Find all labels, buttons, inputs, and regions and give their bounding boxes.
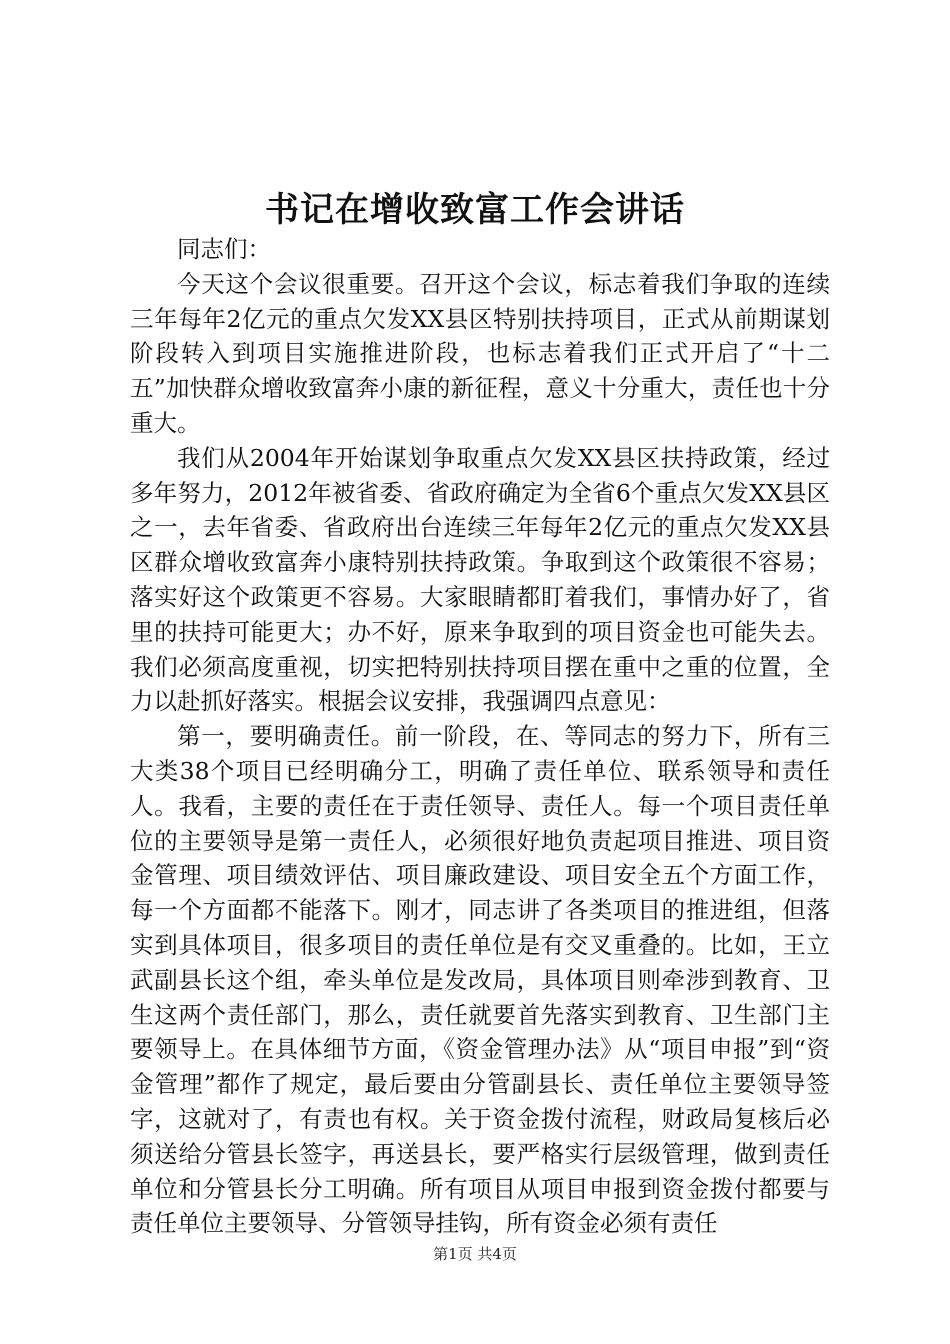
paragraph: 我们从2004年开始谋划争取重点欠发XX县区扶持政策，经过多年努力，2012年被省委、省政府确定为全省6个重点欠发XX县区之一，去年省委、省政府出台连续三年每年2亿元的重点欠发XX县区群众增收致富奔小康特别扶持政策。争取到这个政策很不容易；落实好这个政策更不容易。大家眼睛都盯着我们，事情办好了，省里的扶持可能更大；办不好，原来争取到的项目资金也可能失去。我们必须高度重视，切实把特别扶持项目摆在重中之重的位置，全力以赴抓好落实。根据会议安排，我强调四点意见： bbox=[130, 443, 830, 716]
document-title: 书记在增收致富工作会讲话 bbox=[265, 190, 685, 230]
paragraph: 第一，要明确责任。前一阶段，在、等同志的努力下，所有三大类38个项目已经明确分工，明确了责任单位、联系领导和责任人。我看，主要的责任在于责任领导、责任人。每一个项目责任单位的主要领导是第一责任人，必须很好地负责起项目推进、项目资金管理、项目绩效评估、项目廉政建设、项目安全五个方面工作，每一个方面都不能落下。刚才，同志讲了各类项目的推进组，但落实到具体项目，很多项目的责任单位是有交叉重叠的。比如，王立武副县长这个组，牵头单位是发改局，具体项目则牵涉到教育、卫生这两个责任部门，那么，责任就要首先落实到教育、卫生部门主要领导上。在具体细节方面，《资金管理办法》从“项目申报”到“资金管理”都作了规定，最后要由分管副县长、责任单位主要领导签字，这就对了，有责也有权。关于资金拨付流程，财政局复核后必须送给分管县长签字，再送县长，要严格实行层级管理，做到责任单位和分管县长分工明确。所有项目从项目申报到资金拨付都要与责任单位主要领导、分管领导挂钩，所有资金必须有责任 bbox=[130, 722, 830, 1238]
document-body bbox=[130, 232, 830, 1241]
paragraph: 今天这个会议很重要。召开这个会议，标志着我们争取的连续三年每年2亿元的重点欠发XX县区特别扶持项目，正式从前期谋划阶段转入到项目实施推进阶段，也标志着我们正式开启了“十二五”加快群众增收致富奔小康的新征程，意义十分重大，责任也十分重大。 bbox=[130, 269, 830, 437]
salutation: 同志们： bbox=[177, 235, 271, 263]
page-number: 第1页 共4页 bbox=[433, 1245, 517, 1263]
